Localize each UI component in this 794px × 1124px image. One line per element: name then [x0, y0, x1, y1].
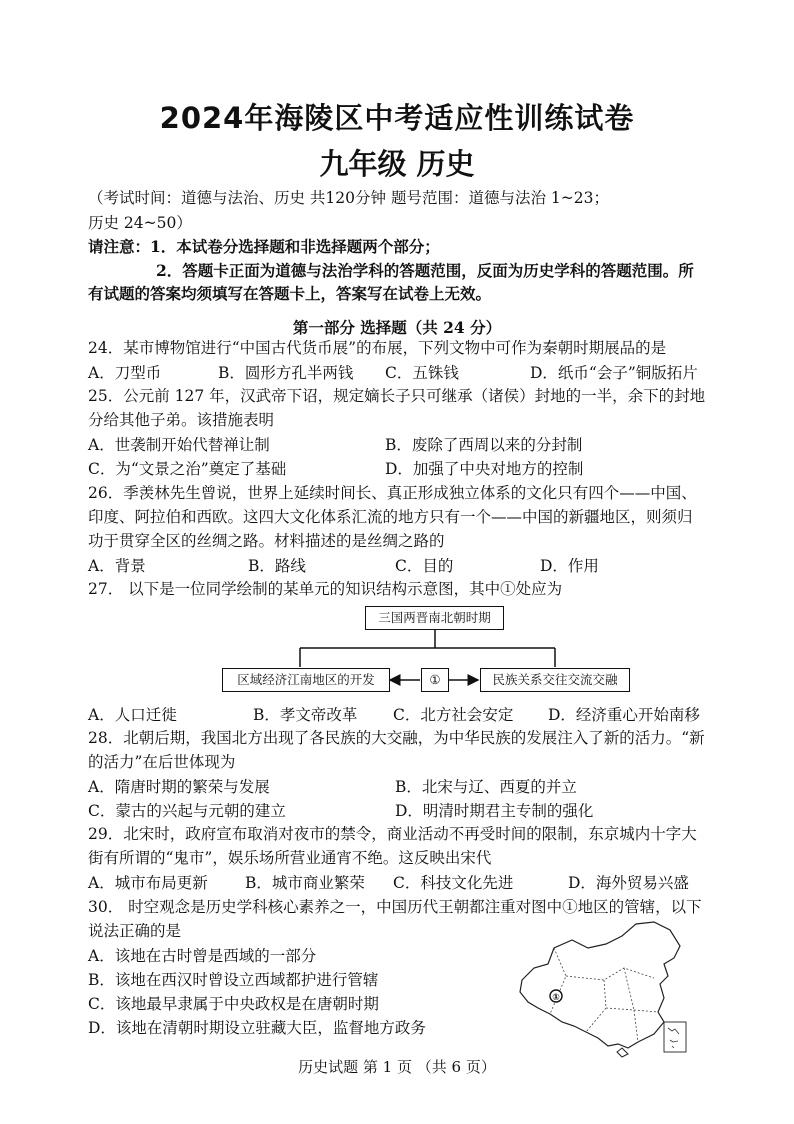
q30-option-a: A．该地在古时曾是西域的一部分: [88, 947, 317, 965]
q29-option-a: A．城市布局更新: [88, 874, 208, 892]
q27-diagram-top-box: 三国两晋南北朝时期: [365, 606, 504, 630]
q25-stem-line2: 分给其他子弟。该措施表明: [88, 411, 275, 429]
notice-line2: 2．答题卡正面为道德与法治学科的答题范围，反面为历史学科的答题范围。所: [156, 261, 694, 280]
notice-line1: 请注意：1．本试卷分选择题和非选择题两个部分；: [88, 237, 440, 256]
q29-option-d: D．海外贸易兴盛: [568, 874, 689, 892]
q25-option-d: D．加强了中央对地方的控制: [385, 460, 584, 478]
q27-stem: 27． 以下是一位同学绘制的某单元的知识结构示意图，其中①处应为: [88, 580, 563, 598]
q26-stem-line2: 印度、阿拉伯和西欧。这四大文化体系汇流的地方只有一个——中国的新疆地区，则须归: [88, 508, 693, 526]
q25-option-a: A．世袭制开始代替禅让制: [88, 436, 270, 454]
q27-option-b: B．孝文帝改革: [253, 706, 358, 724]
exam-info-line1: （考试时间：道德与法治、历史 共120分钟 题号范围：道德与法治 1~23；: [88, 189, 609, 207]
q25-option-b: B．废除了西周以来的分封制: [385, 436, 583, 454]
q29-option-b: B．城市商业繁荣: [245, 874, 365, 892]
page-title: 2024年海陵区中考适应性训练试卷: [159, 101, 635, 135]
q25-stem-line1: 25．公元前 127 年，汉武帝下诏，规定嫡长子只可继承（诸侯）封地的一半，余下的封地: [88, 387, 706, 405]
section-title: 第一部分 选择题（共 24 分）: [292, 318, 502, 337]
q28-stem-line2: 的活力”在后世体现为: [88, 753, 236, 771]
q24-option-a: A．刀型币: [88, 364, 162, 382]
q29-stem-line2: 街有所谓的“鬼市”，娱乐场所营业通宵不绝。这反映出宋代: [88, 849, 492, 867]
map-marker-label: ①: [552, 993, 560, 1003]
q26-option-d: D．作用: [540, 557, 599, 575]
q26-stem-line1: 26．季羡林先生曾说，世界上延续时间长、真正形成独立体系的文化只有四个——中国、: [88, 484, 697, 502]
q30-stem-line2: 说法正确的是: [88, 922, 182, 940]
q28-option-b: B．北宋与辽、西夏的并立: [395, 778, 577, 796]
q27-diagram-left-box: 区域经济江南地区的开发: [222, 668, 390, 692]
q28-option-c: C．蒙古的兴起与元朝的建立: [88, 802, 286, 820]
q30-stem-line1: 30． 时空观念是历史学科核心素养之一，中国历代王朝都注重对图中①地区的管辖，以下: [88, 898, 702, 916]
q29-stem-line1: 29．北宋时，政府宣布取消对夜市的禁令，商业活动不再受时间的限制，东京城内十字大: [88, 825, 697, 843]
q28-option-a: A．隋唐时期的繁荣与发展: [88, 778, 270, 796]
notice-line3: 有试题的答案均须填写在答题卡上，答案写在试卷上无效。: [88, 284, 492, 303]
q27-diagram-center-box: ①: [421, 668, 449, 692]
q26-option-c: C．目的: [395, 557, 454, 575]
q26-stem-line3: 功于贯穿全区的丝绸之路。材料描述的是丝绸之路的: [88, 532, 445, 550]
china-map-image: [514, 918, 694, 1058]
q24-option-d: D．纸币“会子”铜版拓片: [530, 364, 698, 382]
q27-option-a: A．人口迁徙: [88, 706, 177, 724]
q30-option-c: C．该地最早隶属于中央政权是在唐朝时期: [88, 995, 379, 1013]
exam-info-line2: 历史 24~50）: [88, 214, 192, 232]
q29-option-c: C．科技文化先进: [393, 874, 514, 892]
q28-option-d: D．明清时期君主专制的强化: [395, 802, 594, 820]
q25-option-c: C．为“文景之治”奠定了基础: [88, 460, 287, 478]
q24-option-c: C．五铢钱: [385, 364, 459, 382]
q27-option-c: C．北方社会安定: [393, 706, 514, 724]
q24-option-b: B．圆形方孔半两钱: [218, 364, 354, 382]
q26-option-b: B．路线: [248, 557, 306, 575]
q27-diagram-right-box: 民族关系交往交流交融: [480, 668, 630, 692]
q24-stem: 24．某市博物馆进行“中国古代货币展”的布展，下列文物中可作为秦朝时期展品的是: [88, 339, 667, 357]
q30-option-d: D．该地在清朝时期设立驻藏大臣，监督地方政务: [88, 1019, 426, 1037]
q30-option-b: B．该地在西汉时曾设立西域都护进行管辖: [88, 971, 379, 989]
q27-option-d: D．经济重心开始南移: [548, 706, 700, 724]
page-subtitle: 九年级 历史: [319, 147, 475, 181]
page-footer: 历史试题 第 1 页 （共 6 页）: [298, 1058, 496, 1076]
q26-option-a: A．背景: [88, 557, 146, 575]
q28-stem-line1: 28．北朝后期，我国北方出现了各民族的大交融，为中华民族的发展注入了新的活力。“新: [88, 729, 705, 747]
